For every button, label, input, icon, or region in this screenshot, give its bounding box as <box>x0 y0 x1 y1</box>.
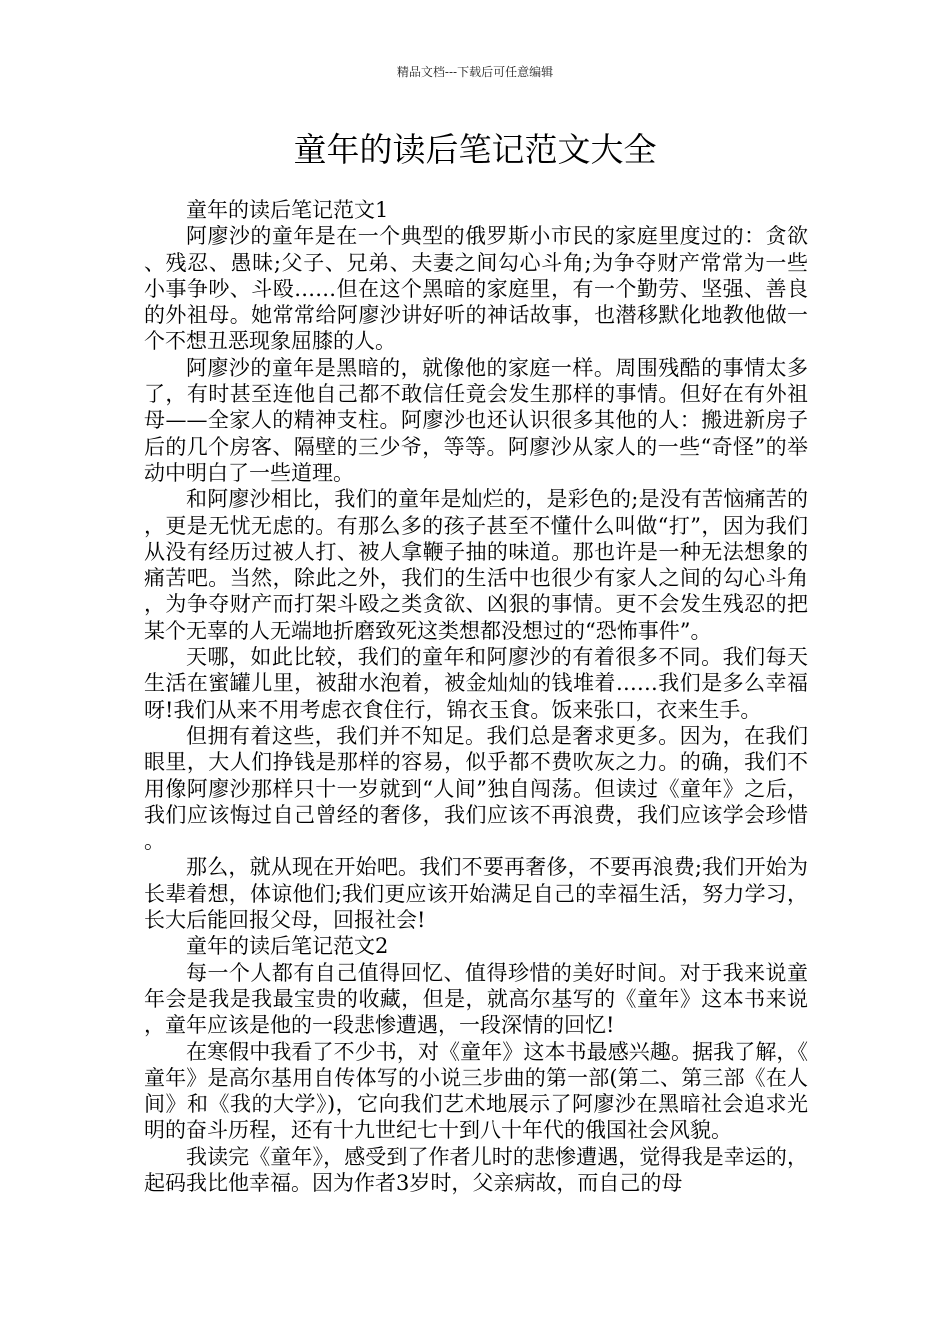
document-title: 童年的读后笔记范文大全 <box>293 130 657 169</box>
body-paragraph: 阿廖沙的童年是黑暗的，就像他的家庭一样。周围残酷的事情太多了，有时甚至连他自己都不敢信任竟会发生那样的事情。但好在有外祖母——全家人的精神支柱。阿廖沙也还认识很多其他的人：搬进新房子后的几个房客、隔壁的三少爷，等等。阿廖沙从家人的一些“奇怪”的举动中明白了一些道理。 <box>144 355 808 485</box>
header-note: 精品文档---下载后可任意编辑 <box>396 65 554 79</box>
body-paragraph: 和阿廖沙相比，我们的童年是灿烂的，是彩色的;是没有苦恼痛苦的，更是无忧无虑的。有那么多的孩子甚至不懂什么叫做“打”，因为我们从没有经历过被人打、被人拿鞭子抽的味道。那也许是一种无法想象的痛苦吧。当然，除此之外，我们的生活中也很少有家人之间的勾心斗角，为争夺财产而打架斗殴之类贪欲、凶狠的事情。更不会发生残忍的把某个无辜的人无端地折磨致死这类想都没想过的“恐怖事件”。 <box>144 487 808 643</box>
document-body <box>144 197 808 1196</box>
section-heading-1: 童年的读后笔记范文1 <box>186 198 389 222</box>
section-heading-2: 童年的读后笔记范文2 <box>186 934 389 959</box>
body-paragraph: 那么，就从现在开始吧。我们不要再奢侈，不要再浪费;我们开始为长辈着想，体谅他们;我们更应该开始满足自己的幸福生活，努力学习，长大后能回报父母，回报社会! <box>144 855 808 933</box>
body-paragraph: 阿廖沙的童年是在一个典型的俄罗斯小市民的家庭里度过的：贪欲、残忍、愚昧;父子、兄弟、夫妻之间勾心斗角;为争夺财产常常为一些小事争吵、斗殴……但在这个黑暗的家庭里，有一个勤劳、坚强、善良的外祖母。她常常给阿廖沙讲好听的神话故事，也潜移默化地教他做一个不想丑恶现象屈膝的人。 <box>144 224 808 354</box>
body-paragraph: 但拥有着这些，我们并不知足。我们总是奢求更多。因为，在我们眼里，大人们挣钱是那样的容易，似乎都不费吹灰之力。的确，我们不用像阿廖沙那样只十一岁就到“人间”独自闯荡。但读过《童年》之后，我们应该悔过自己曾经的奢侈，我们应该不再浪费，我们应该学会珍惜。 <box>144 723 808 854</box>
body-paragraph: 每一个人都有自己值得回忆、值得珍惜的美好时间。对于我来说童年会是我是我最宝贵的收藏，但是，就高尔基写的《童年》这本书来说，童年应该是他的一段悲惨遭遇，一段深情的回忆! <box>144 960 808 1038</box>
body-paragraph: 天哪，如此比较，我们的童年和阿廖沙的有着很多不同。我们每天生活在蜜罐儿里，被甜水泡着，被金灿灿的钱堆着……我们是多么幸福呀!我们从来不用考虑衣食住行，锦衣玉食。饭来张口，衣来生手。 <box>144 645 808 722</box>
body-paragraph: 我读完《童年》，感受到了作者儿时的悲惨遭遇，觉得我是幸运的，起码我比他幸福。因为作者3岁时，父亲病故，而自己的母 <box>144 1144 808 1195</box>
body-paragraph: 在寒假中我看了不少书，对《童年》这本书最感兴趣。据我了解，《童年》是高尔基用自传体写的小说三步曲的第一部(第二、第三部《在人间》和《我的大学》)，它向我们艺术地展示了阿廖沙在黑暗社会追求光明的奋斗历程，还有十九世纪七十到八十年代的俄国社会风貌。 <box>144 1039 808 1143</box>
